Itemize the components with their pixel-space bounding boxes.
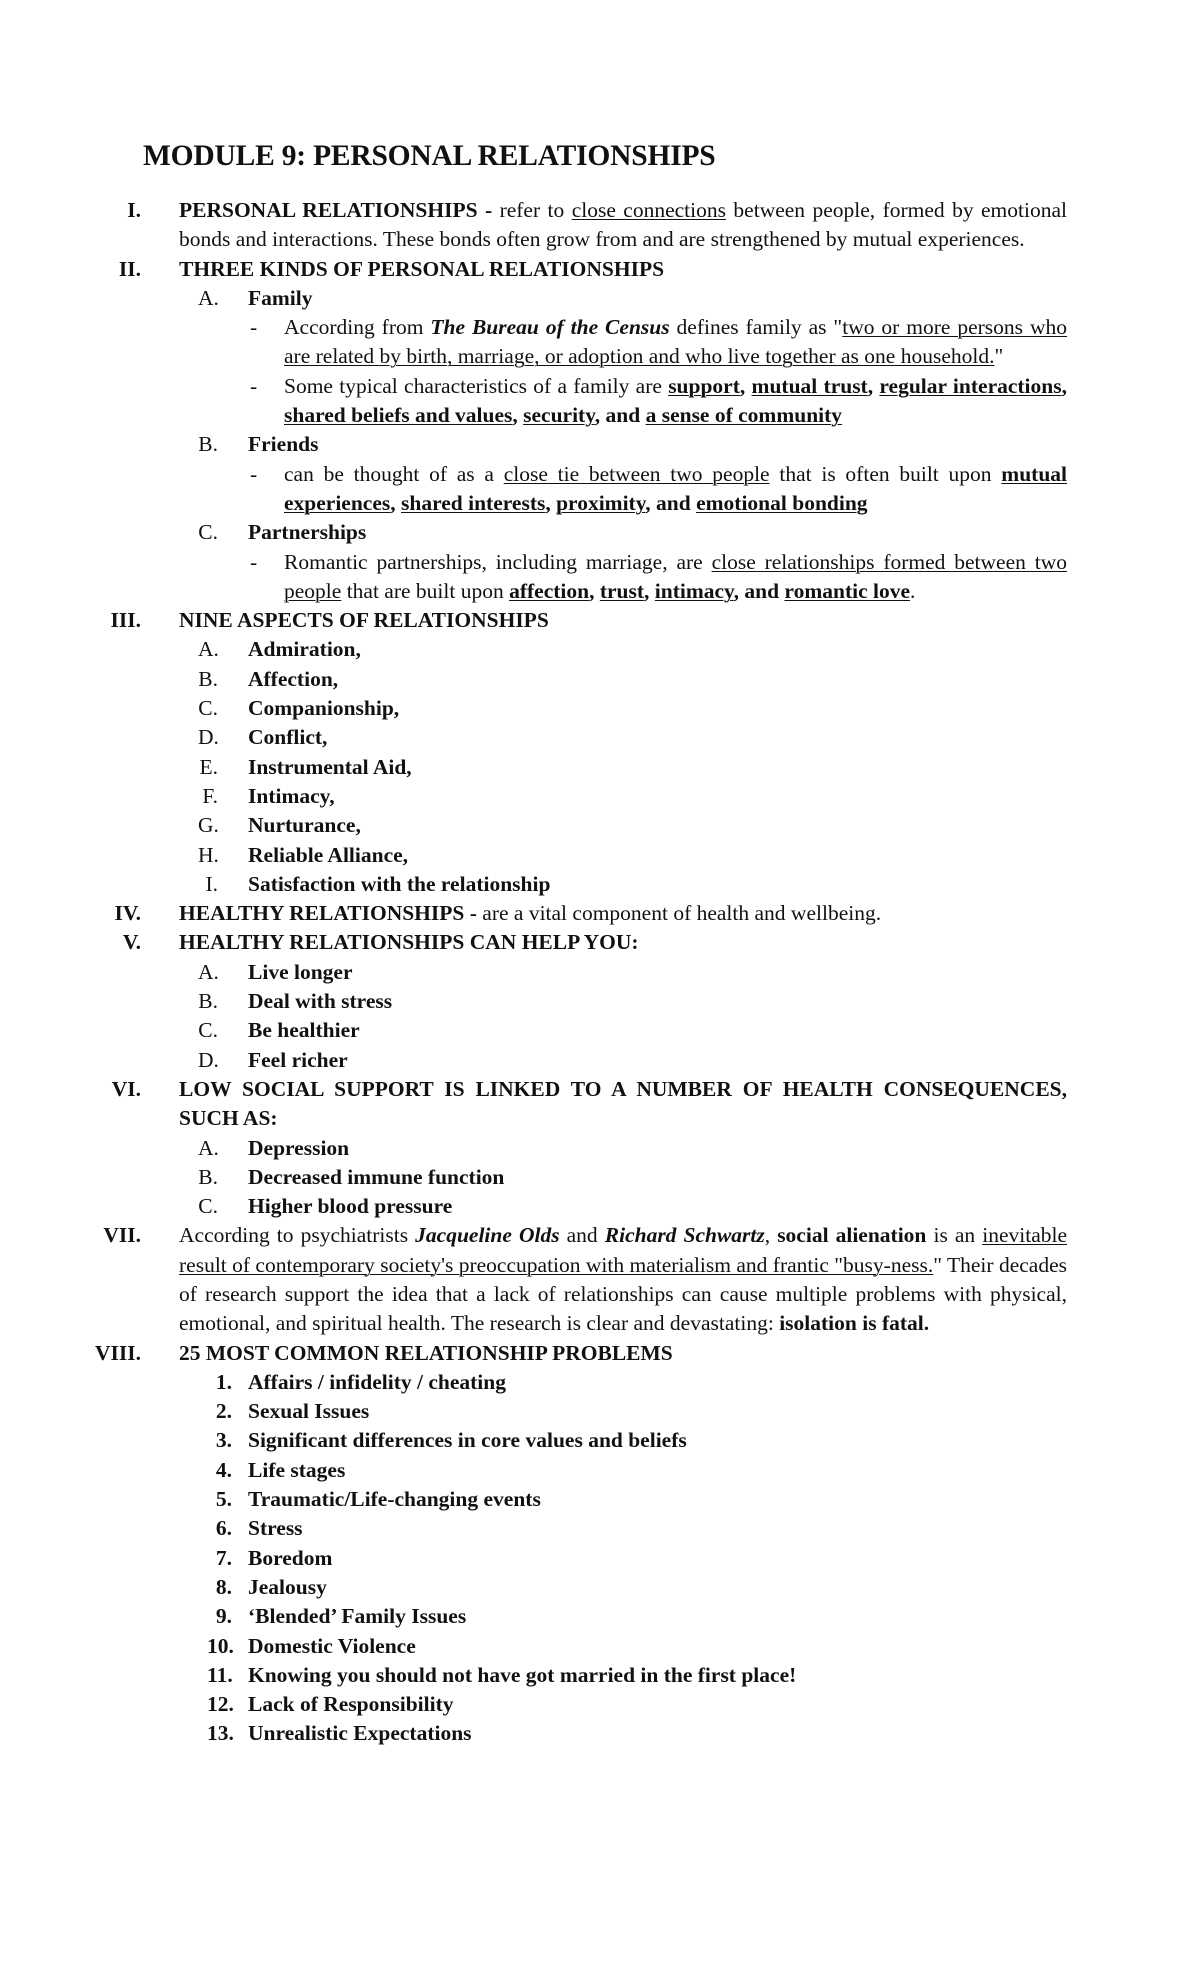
list-item: B. Deal with stress (198, 989, 393, 1014)
section-number: VI. (111, 1076, 141, 1101)
list-item: 9. ‘Blended’ Family Issues (215, 1604, 467, 1629)
subsection-letter: C. (198, 520, 218, 545)
section-1 (0, 196, 1200, 255)
problems-list (0, 1368, 1200, 1749)
list-item: E. Instrumental Aid, (199, 754, 412, 779)
friends-definition: - can be thought of as a close tie between two people that is often built upon mutual experiences, shared interests, proximity, and emotional bonding (250, 461, 1068, 515)
section-heading: NINE ASPECTS OF RELATIONSHIPS (179, 608, 549, 633)
list-item: 10. Domestic Violence (207, 1633, 416, 1658)
list-item: D. Feel richer (198, 1047, 348, 1072)
section-6 (0, 1075, 1200, 1134)
section-3 (0, 606, 1200, 635)
section-2 (0, 255, 1200, 284)
section-7 (0, 1221, 1200, 1338)
aspects-list (0, 635, 1200, 899)
list-item: B. Decreased immune function (198, 1164, 505, 1189)
list-item: 1. Affairs / infidelity / cheating (215, 1369, 506, 1394)
section-heading: THREE KINDS OF PERSONAL RELATIONSHIPS (179, 256, 665, 281)
dash-bullet: - (250, 315, 258, 340)
list-item: A. Live longer (198, 959, 353, 984)
section-5 (0, 928, 1200, 957)
list-item: F. Intimacy, (202, 783, 335, 808)
list-item: 2. Sexual Issues (215, 1399, 370, 1424)
underlined-phrase: inevitable result of contemporary society's preoccupation with materialism and frantic "busy-ness. (179, 1223, 1068, 1277)
subsection-letter: B. (198, 432, 218, 457)
family-characteristics: - Some typical characteristics of a family are support, mutual trust, regular interactions, shared beliefs and values, security, and a sense of community (250, 373, 1067, 428)
source-name: The Bureau of the Census (430, 315, 670, 340)
list-item: 3. Significant differences in core values and beliefs (215, 1428, 687, 1453)
list-item: 5. Traumatic/Life-changing events (215, 1487, 541, 1512)
subsection-label: Friends (248, 432, 319, 457)
page-title: MODULE 9: PERSONAL RELATIONSHIPS (143, 140, 716, 172)
list-item: A. Admiration, (198, 637, 361, 662)
list-item: D. Conflict, (198, 725, 328, 750)
list-item: H. Reliable Alliance, (198, 842, 409, 867)
section-number: VIII. (94, 1340, 141, 1365)
subsection-partnerships (0, 518, 1200, 547)
list-item: C. Be healthier (198, 1018, 360, 1043)
list-item: C. Companionship, (198, 696, 400, 721)
dash-bullet: - (250, 373, 258, 398)
list-item: B. Affection, (198, 666, 339, 691)
list-item: 6. Stress (215, 1516, 303, 1541)
section-4 (0, 899, 1200, 928)
section-8 (0, 1339, 1200, 1368)
list-item: 13. Unrealistic Expectations (207, 1721, 472, 1746)
list-item: G. Nurturance, (198, 813, 361, 838)
partnerships-definition: - Romantic partnerships, including marriage, are close relationships formed between two people that are built upon affection, trust, intimacy, and romantic love. (250, 549, 1067, 603)
list-item: 7. Boredom (215, 1545, 333, 1570)
benefits-list (0, 958, 1200, 1075)
subsection-label: Partnerships (248, 520, 367, 545)
section-heading: 25 MOST COMMON RELATIONSHIP PROBLEMS (179, 1340, 673, 1365)
section-number: III. (110, 608, 141, 633)
author-name: Jacqueline Olds (415, 1223, 560, 1248)
section-text: PERSONAL RELATIONSHIPS - refer to close connections between people, formed by emotional bonds and interactions. These bonds often grow from and are strengthened by mutual experiences. (179, 198, 1067, 252)
subsection-friends (0, 430, 1200, 459)
list-item: 8. Jealousy (215, 1574, 327, 1599)
author-name: Richard Schwartz (604, 1223, 765, 1248)
consequences-list (0, 1134, 1200, 1222)
document-body (0, 196, 1200, 1749)
subsection-letter: A. (198, 285, 219, 310)
section-number: V. (122, 930, 141, 955)
section-heading: HEALTHY RELATIONSHIPS CAN HELP YOU: (179, 930, 639, 955)
list-item: I. Satisfaction with the relationship (205, 871, 551, 896)
subsection-label: Family (248, 285, 313, 310)
underlined-phrase: close connections (571, 198, 726, 222)
section-number: II. (118, 256, 141, 281)
section-heading: LOW SOCIAL SUPPORT IS LINKED TO A NUMBER OF HEALTH CONSEQUENCES, SUCH AS: (179, 1076, 1067, 1131)
dash-bullet: - (250, 549, 258, 574)
section-text: HEALTHY RELATIONSHIPS - are a vital component of health and wellbeing. (179, 901, 882, 926)
section-number: VII. (103, 1223, 141, 1248)
underlined-phrase: two or more persons who are related by birth, marriage, or adoption and who live together as one household. (284, 315, 1067, 369)
section-number: IV. (114, 901, 141, 926)
list-item: 12. Lack of Responsibility (207, 1692, 454, 1717)
dash-bullet: - (250, 461, 258, 486)
list-item: 4. Life stages (215, 1457, 346, 1482)
list-item: C. Higher blood pressure (198, 1194, 453, 1219)
list-item: A. Depression (198, 1135, 350, 1160)
term: PERSONAL RELATIONSHIPS - (179, 198, 493, 222)
term: HEALTHY RELATIONSHIPS - (179, 901, 477, 926)
family-definition: - According from The Bureau of the Census defines family as "two or more persons who are related by birth, marriage, or adoption and who live together as one household." (250, 315, 1067, 369)
section-text: According to psychiatrists Jacqueline Olds and Richard Schwartz, social alienation is an inevitable result of contemporary society's preoccupation with materialism and frantic "busy-ness." Their decades of research support the idea that a lack of relationships can cause multiple problems with physical, emotional, and spiritual health. The research is clear and devastating: isolation is fatal. (179, 1223, 1068, 1336)
list-item: 11. Knowing you should not have got married in the first place! (207, 1662, 797, 1687)
subsection-family (0, 284, 1200, 313)
section-number: I. (127, 198, 141, 222)
